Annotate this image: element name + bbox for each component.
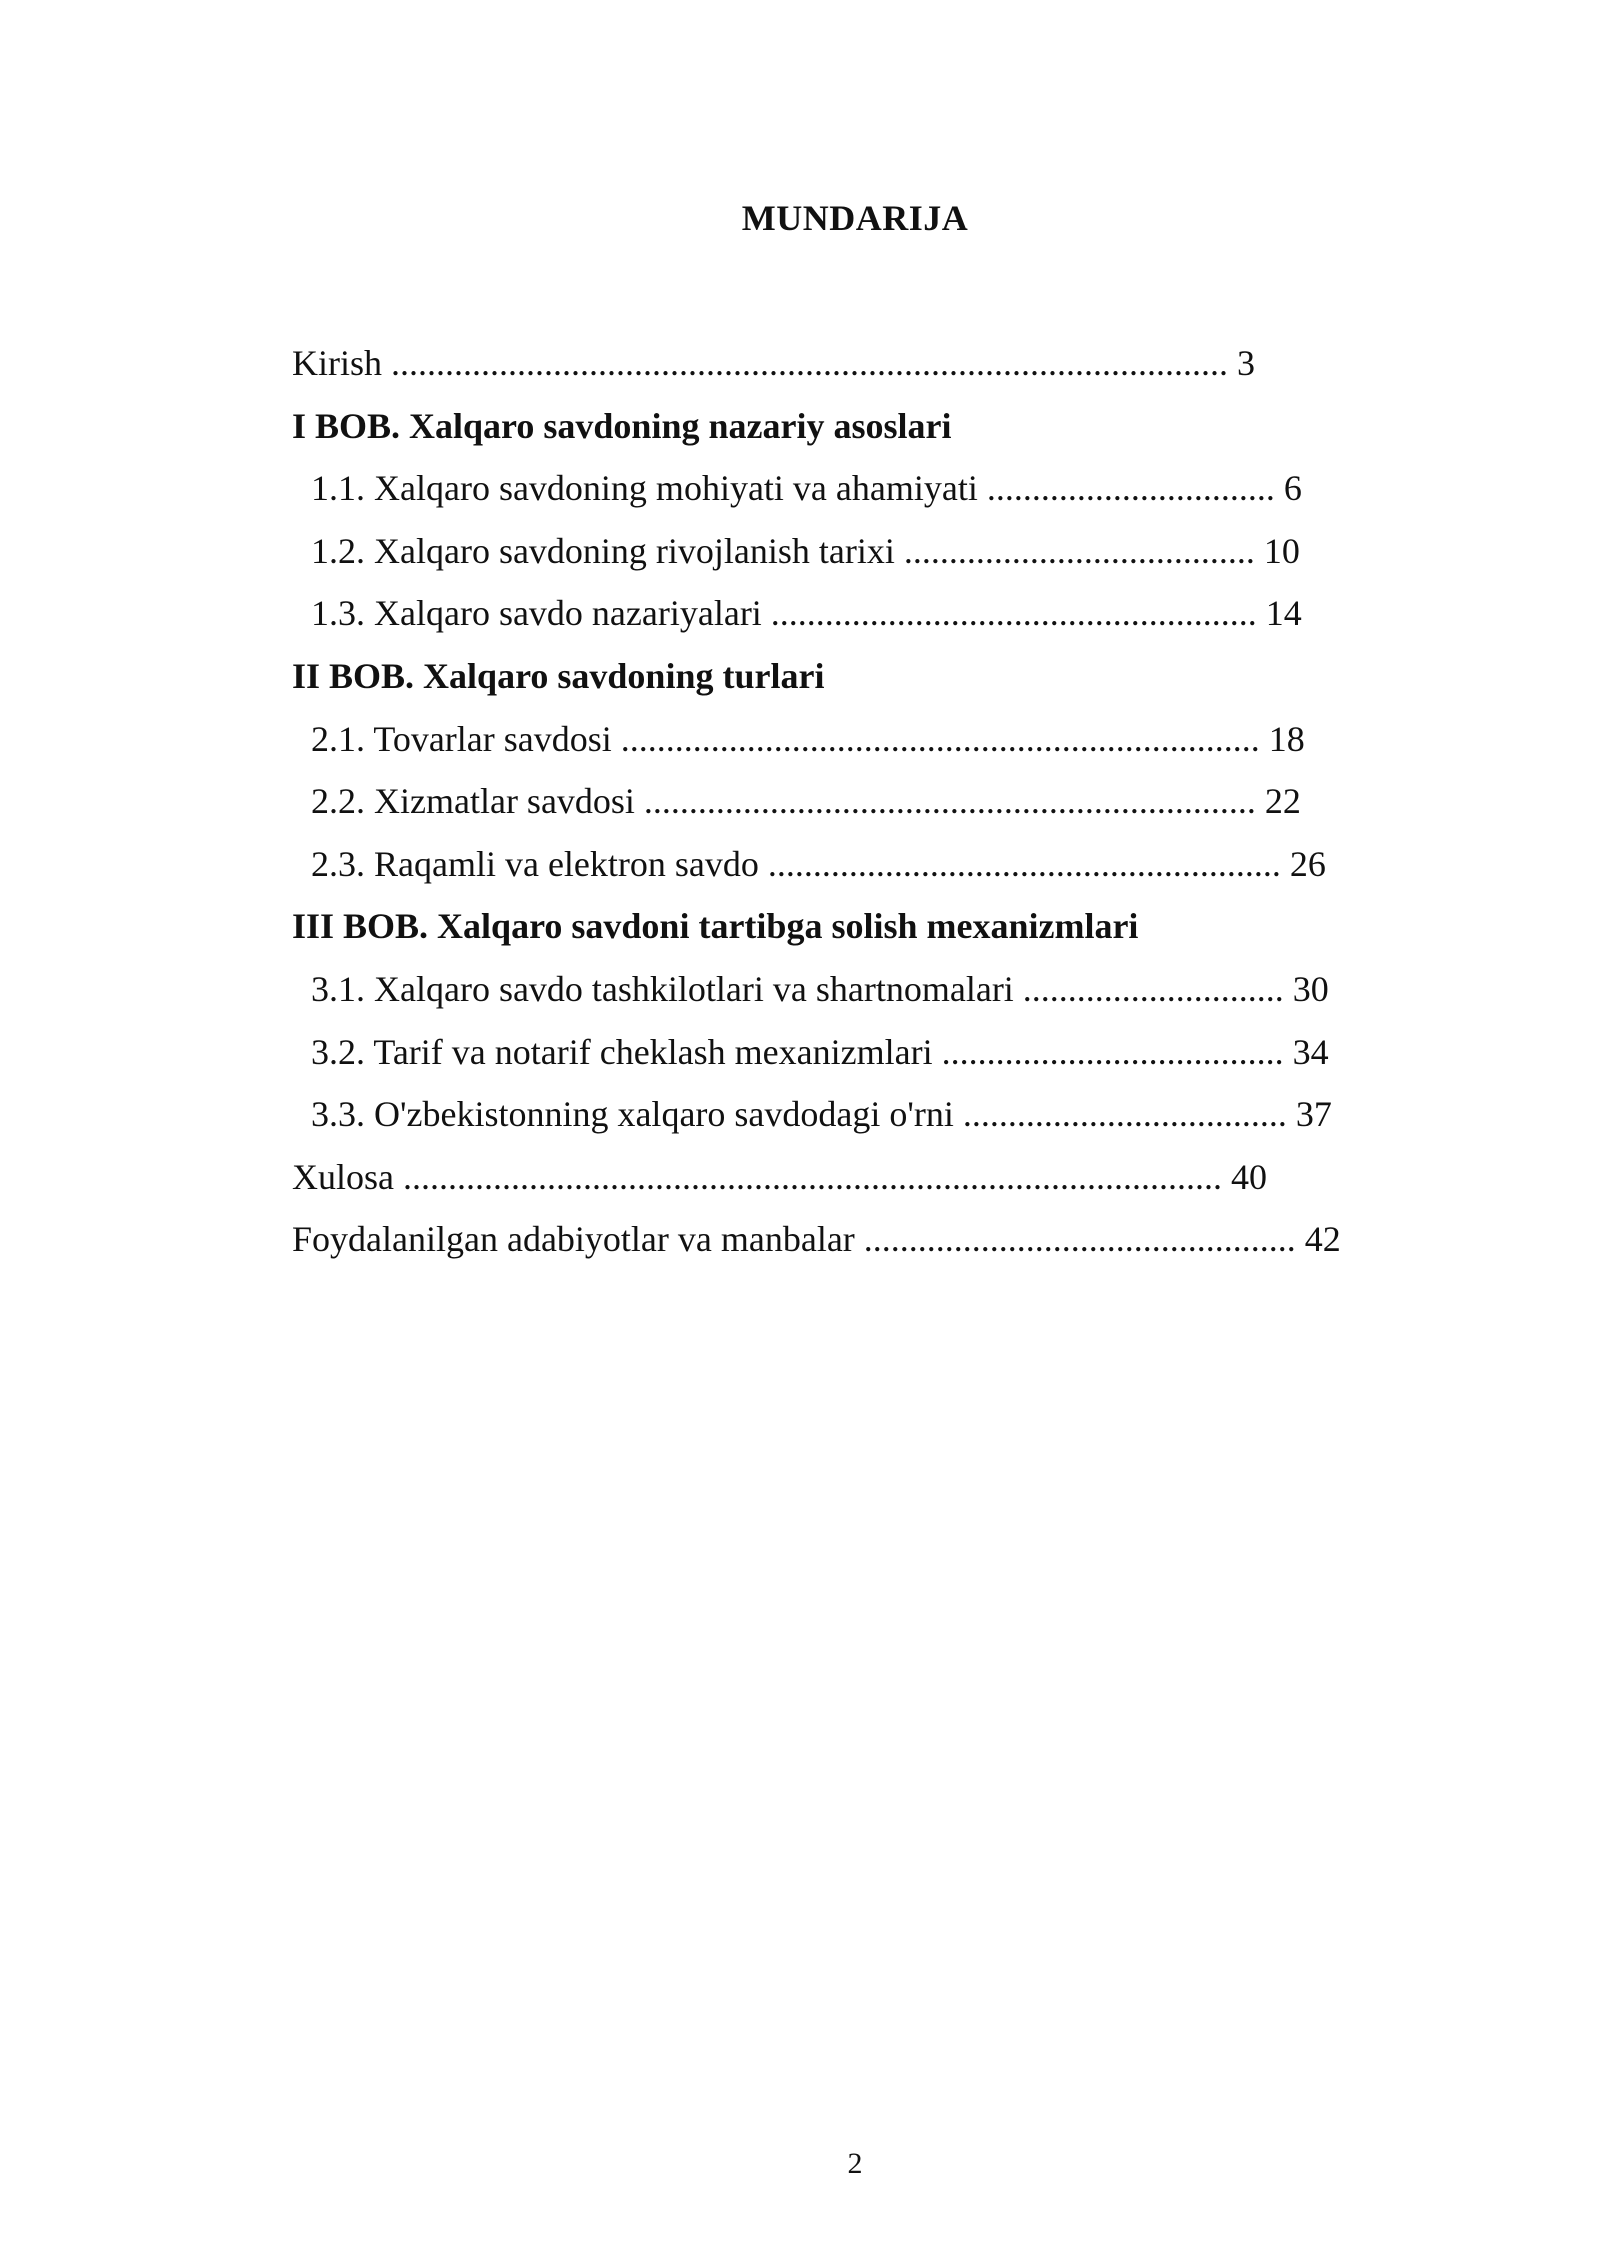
toc-entry-kirish: Kirish ............................................................................................. 3 (292, 343, 1255, 383)
toc-section-3-3: 3.3. O'zbekistonning xalqaro savdodagi o'rni .................................... 37 (311, 1094, 1332, 1135)
table-of-contents (292, 332, 1341, 1271)
toc-section-1-1: 1.1. Xalqaro savdoning mohiyati va ahamiyati ................................ 6 (311, 468, 1302, 509)
toc-chapter-2: II BOB. Xalqaro savdoning turlari (292, 655, 825, 696)
toc-chapter-1: I BOB. Xalqaro savdoning nazariy asoslari (292, 405, 952, 446)
toc-section-2-2: 2.2. Xizmatlar savdosi .................................................................... 22 (311, 781, 1301, 822)
toc-section-1-3: 1.3. Xalqaro savdo nazariyalari ...................................................... 14 (311, 593, 1302, 634)
toc-section-3-2: 3.2. Tarif va notarif cheklash mexanizmlari ...................................... 34 (311, 1031, 1329, 1072)
toc-entry-adabiyotlar: Foydalanilgan adabiyotlar va manbalar ................................................ 42 (292, 1219, 1341, 1260)
toc-section-2-1: 2.1. Tovarlar savdosi ....................................................................... 18 (311, 718, 1305, 759)
toc-section-1-2: 1.2. Xalqaro savdoning rivojlanish tarixi ....................................... 10 (311, 530, 1300, 571)
page-number: 2 (847, 2147, 863, 2180)
toc-entry-xulosa: Xulosa ........................................................................................... 40 (292, 1156, 1267, 1197)
toc-chapter-3: III BOB. Xalqaro savdoni tartibga solish mexanizmlari (292, 906, 1139, 947)
toc-section-3-1: 3.1. Xalqaro savdo tashkilotlari va shartnomalari ............................. 30 (311, 968, 1329, 1009)
page-title: MUNDARIJA (741, 198, 969, 238)
toc-section-2-3: 2.3. Raqamli va elektron savdo ......................................................... 26 (311, 843, 1326, 884)
